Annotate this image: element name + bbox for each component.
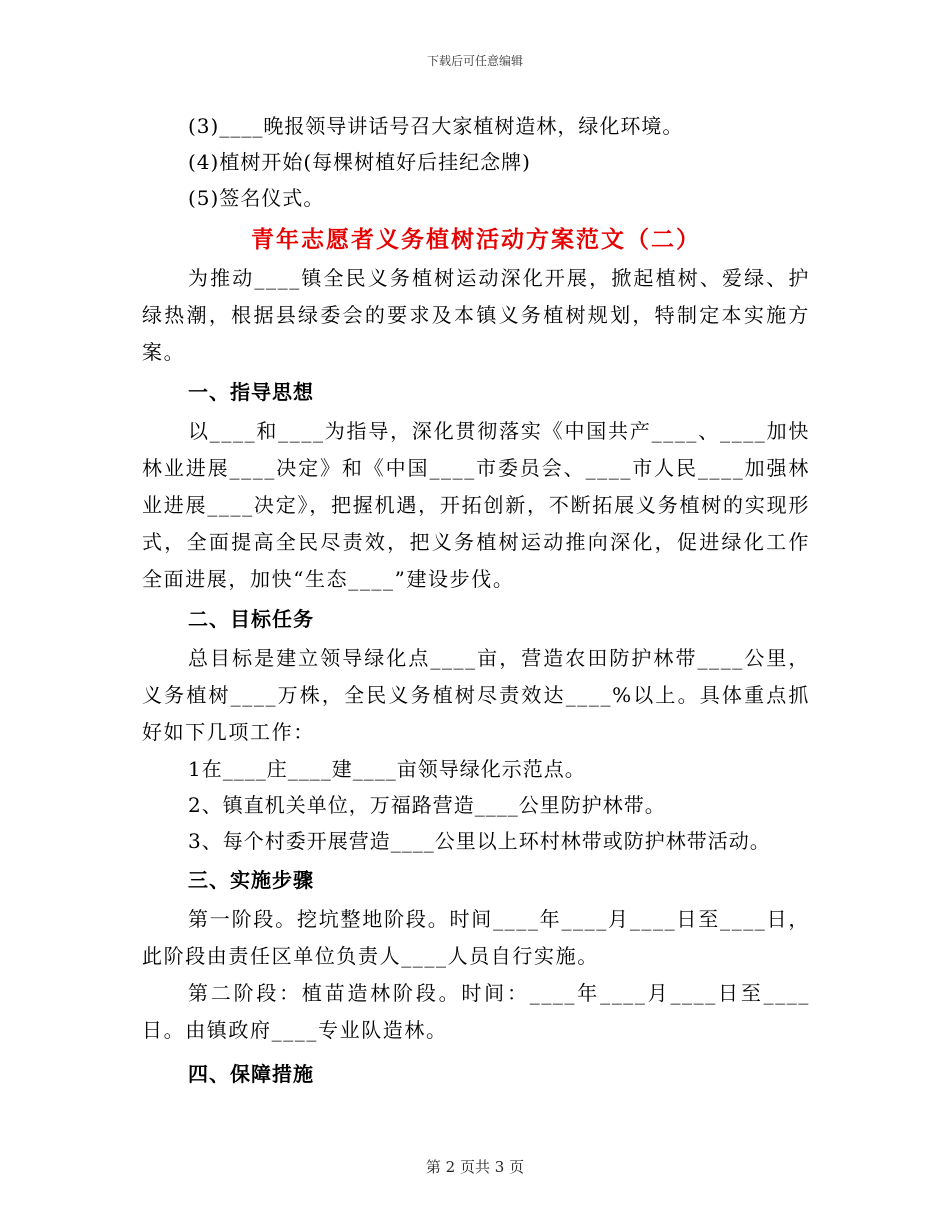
goal-item-1: 1在____庄____建____亩领导绿化示范点。 — [188, 757, 586, 781]
goals-paragraph: 总目标是建立领导绿化点____亩，营造农田防护林带____公里，义务植树____万株，全民义务植树尽责效达____%以上。具体重点抓好如下几项工作： — [142, 646, 810, 744]
page-header: 下载后可任意编辑 — [426, 54, 523, 68]
section-heading-measures: 四、保障措施 — [188, 1062, 314, 1086]
guiding-paragraph: 以____和____为指导，深化贯彻落实《中国共产____、____加快林业进展____决定》和《中国____市委员会、____市人民____加强林业进展____决定》，把握机遇，开拓创新，不断拓展义务植树的实现形式，全面提高全民尽责效，把义务植树运动推向深化，促进绿化工作全面进展，加快“生态____”建设步伐。 — [142, 419, 810, 591]
goal-item-3: 3、每个村委开展营造____公里以上环村林带或防护林带活动。 — [188, 829, 771, 853]
section-heading-goals: 二、目标任务 — [188, 607, 314, 631]
section-heading-guiding: 一、指导思想 — [188, 380, 314, 404]
document-title: 青年志愿者义务植树活动方案范文（二） — [251, 227, 701, 253]
stage-2-paragraph: 第二阶段：植苗造林阶段。时间：____年____月____日至____日。由镇政府____专业队造林。 — [142, 981, 810, 1042]
intro-item-5: (5)签名仪式。 — [188, 186, 325, 210]
intro-item-3: (3)____晚报领导讲话号召大家植树造林，绿化环境。 — [188, 114, 684, 138]
section-heading-steps: 三、实施步骤 — [188, 868, 314, 892]
intro-item-4: (4)植树开始(每棵树植好后挂纪念牌) — [188, 150, 531, 174]
stage-1-paragraph: 第一阶段。挖坑整地阶段。时间____年____月____日至____日，此阶段由责任区单位负责人____人员自行实施。 — [142, 907, 810, 968]
goal-item-2: 2、镇直机关单位，万福路营造____公里防护林带。 — [188, 793, 666, 817]
document-body — [142, 108, 810, 1095]
page-footer: 第 2 页共 3 页 — [425, 1158, 525, 1176]
opening-paragraph: 为推动____镇全民义务植树运动深化开展，掀起植树、爱绿、护绿热潮，根据县绿委会的要求及本镇义务植树规划，特制定本实施方案。 — [142, 266, 810, 364]
